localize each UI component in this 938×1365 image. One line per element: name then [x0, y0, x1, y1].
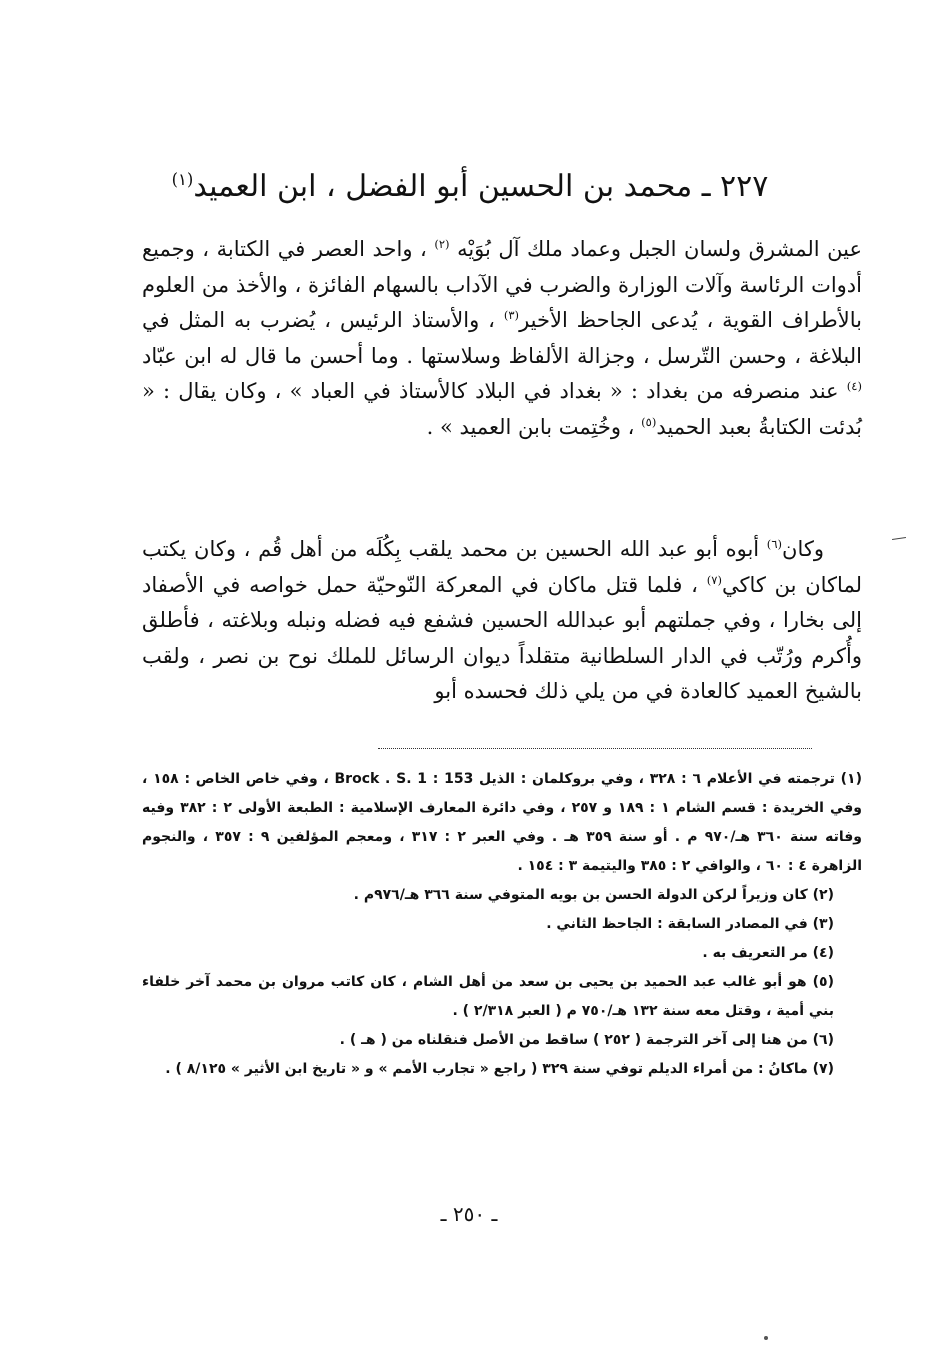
paragraph-text: ، واحد العصر في الكتابة ، وجميع أدوات الرئاسة وآلات الوزارة والضرب في الآداب بالسهام الفائزة ، والأخذ من العلوم بالأطراف القوية ، يُدعى الجاحظ الأخير: [142, 237, 862, 332]
footnote-number: (٣): [812, 916, 834, 932]
footnote-text: مر التعريف به .: [702, 945, 808, 961]
entry-heading: [120, 165, 820, 209]
footnote-6: [142, 1026, 862, 1055]
footnote-3: [142, 910, 862, 939]
footnote-ref: (٣): [503, 308, 520, 322]
paragraph-text: عند منصرفه من بغداد : « بغداد في البلاد كالأستاذ في العباد » ، وكان يقال : « بُدئت الكتابةُ بعبد الحميد: [142, 379, 862, 439]
footnote-ref: (٧): [706, 572, 722, 587]
footnote-ref: (٥): [641, 414, 657, 429]
footnote-2: [142, 881, 862, 910]
footnote-ref: (٦): [766, 537, 783, 551]
footnote-5: [142, 968, 862, 1026]
footnote-text: ماكانُ : من أمراء الديلم توفي سنة ٣٢٩ ( راجع « تجارب الأمم » و « تاريخ ابن الأثير » ٨/١٢٥ ) .: [165, 1061, 808, 1077]
footnote-4: [142, 939, 862, 968]
paragraph-text: ، فلما قتل ماكان في المعركة النّوحيّة حمل خواصه في الأصفاد إلى بخارا ، وفي جملتهم أبو عبدالله الحسين فشفع فيه فضله ونبله وبلاغته ، فأطلق وأُكرم ورُتّب في الدار السلطانية متقلداً ديوان الرسائل للملك نوح بن نصر ، ولقب بالشيخ العميد كالعادة في من يلي ذلك فحسده أبو: [142, 572, 862, 703]
footnote-ref: (٤): [846, 379, 862, 393]
footnote-number: (٢): [812, 887, 834, 903]
footnote-number: (٥): [812, 974, 834, 990]
entry-number: ٢٢٧: [720, 169, 769, 204]
footnote-ref: (١): [171, 170, 194, 189]
footnotes: [142, 765, 862, 1084]
footnote-number: (٧): [812, 1061, 834, 1077]
entry-title: ـ محمد بن الحسين أبو الفضل ، ابن العميد: [193, 169, 711, 204]
paragraph-1: [142, 232, 862, 445]
footnote-separator: [378, 748, 812, 749]
paragraph-text: ، والأستاذ الرئيس ، يُضرب به المثل في البلاغة ، وحسن التّرسل ، وجزالة الألفاظ وسلاستها . وما أحسن ما قال له ابن عبّاد: [142, 308, 862, 368]
scan-speck: [764, 1336, 768, 1340]
footnote-ref: (٢): [434, 237, 450, 251]
margin-mark: [892, 537, 906, 540]
paragraph-text: أبوه أبو عبد الله الحسين بن محمد يلقب بِكُلَه من أهل قُم ، وكان يكتب لماكان بن كاكي: [142, 537, 862, 597]
footnote-text: ترجمته في الأعلام ٦ : ٣٢٨ ، وفي بروكلمان : الذيل Brock . S. 1 : 153 ، وفي خاص الخاص : ١٥٨ ، وفي الخريدة : قسم الشام ١ : ١٨٩ و ٢٥٧ ، وفي دائرة المعارف الإسلامية : الطبعة الأولى ٢ : ٣٨٢ وفيه وفاته سنة ٣٦٠ هـ/٩٧٠ م . أو سنة ٣٥٩ هـ . وفي العبر ٢ : ٣١٧ ، ومعجم المؤلفين ٩ : ٣٥٧ ، والنجوم الزاهرة ٤ : ٦٠ ، والوافي ٢ : ٣٨٥ واليتيمة ٣ : ١٥٤ .: [142, 771, 862, 874]
footnote-text: من هنا إلى آخر الترجمة ( ٢٥٢ ) ساقط من الأصل فنقلناه من ( هـ ) .: [339, 1032, 808, 1048]
footnote-text: هو أبو غالب عبد الحميد بن يحيى بن سعد من أهل الشام ، كان كاتب مروان بن محمد آخر خلفاء بني أمية ، وقتل معه سنة ١٣٢ هـ/٧٥٠ م ( العبر ٢/٣١٨ ) .: [142, 974, 834, 1019]
paragraph-text: ، وخُتِمت بابن العميد » .: [426, 414, 642, 439]
footnote-7: [142, 1055, 862, 1084]
footnote-number: (٦): [812, 1032, 834, 1048]
paragraph-text: عين المشرق ولسان الجبل وعماد ملك آل بُوَيْه: [449, 237, 862, 261]
footnote-number: (٤): [812, 945, 834, 961]
paragraph-text: وكان: [782, 537, 824, 561]
page-number: ـ ٢٥٠ ـ: [440, 1202, 498, 1226]
footnote-text: كان وزيراً لركن الدولة الحسن بن بويه المتوفي سنة ٣٦٦ هـ/٩٧٦م .: [353, 887, 808, 903]
footnote-number: (١): [840, 771, 862, 787]
footnote-text: في المصادر السابقة : الجاحظ الثاني .: [546, 916, 808, 932]
paragraph-2: [142, 532, 862, 710]
footnote-1: [142, 765, 862, 881]
